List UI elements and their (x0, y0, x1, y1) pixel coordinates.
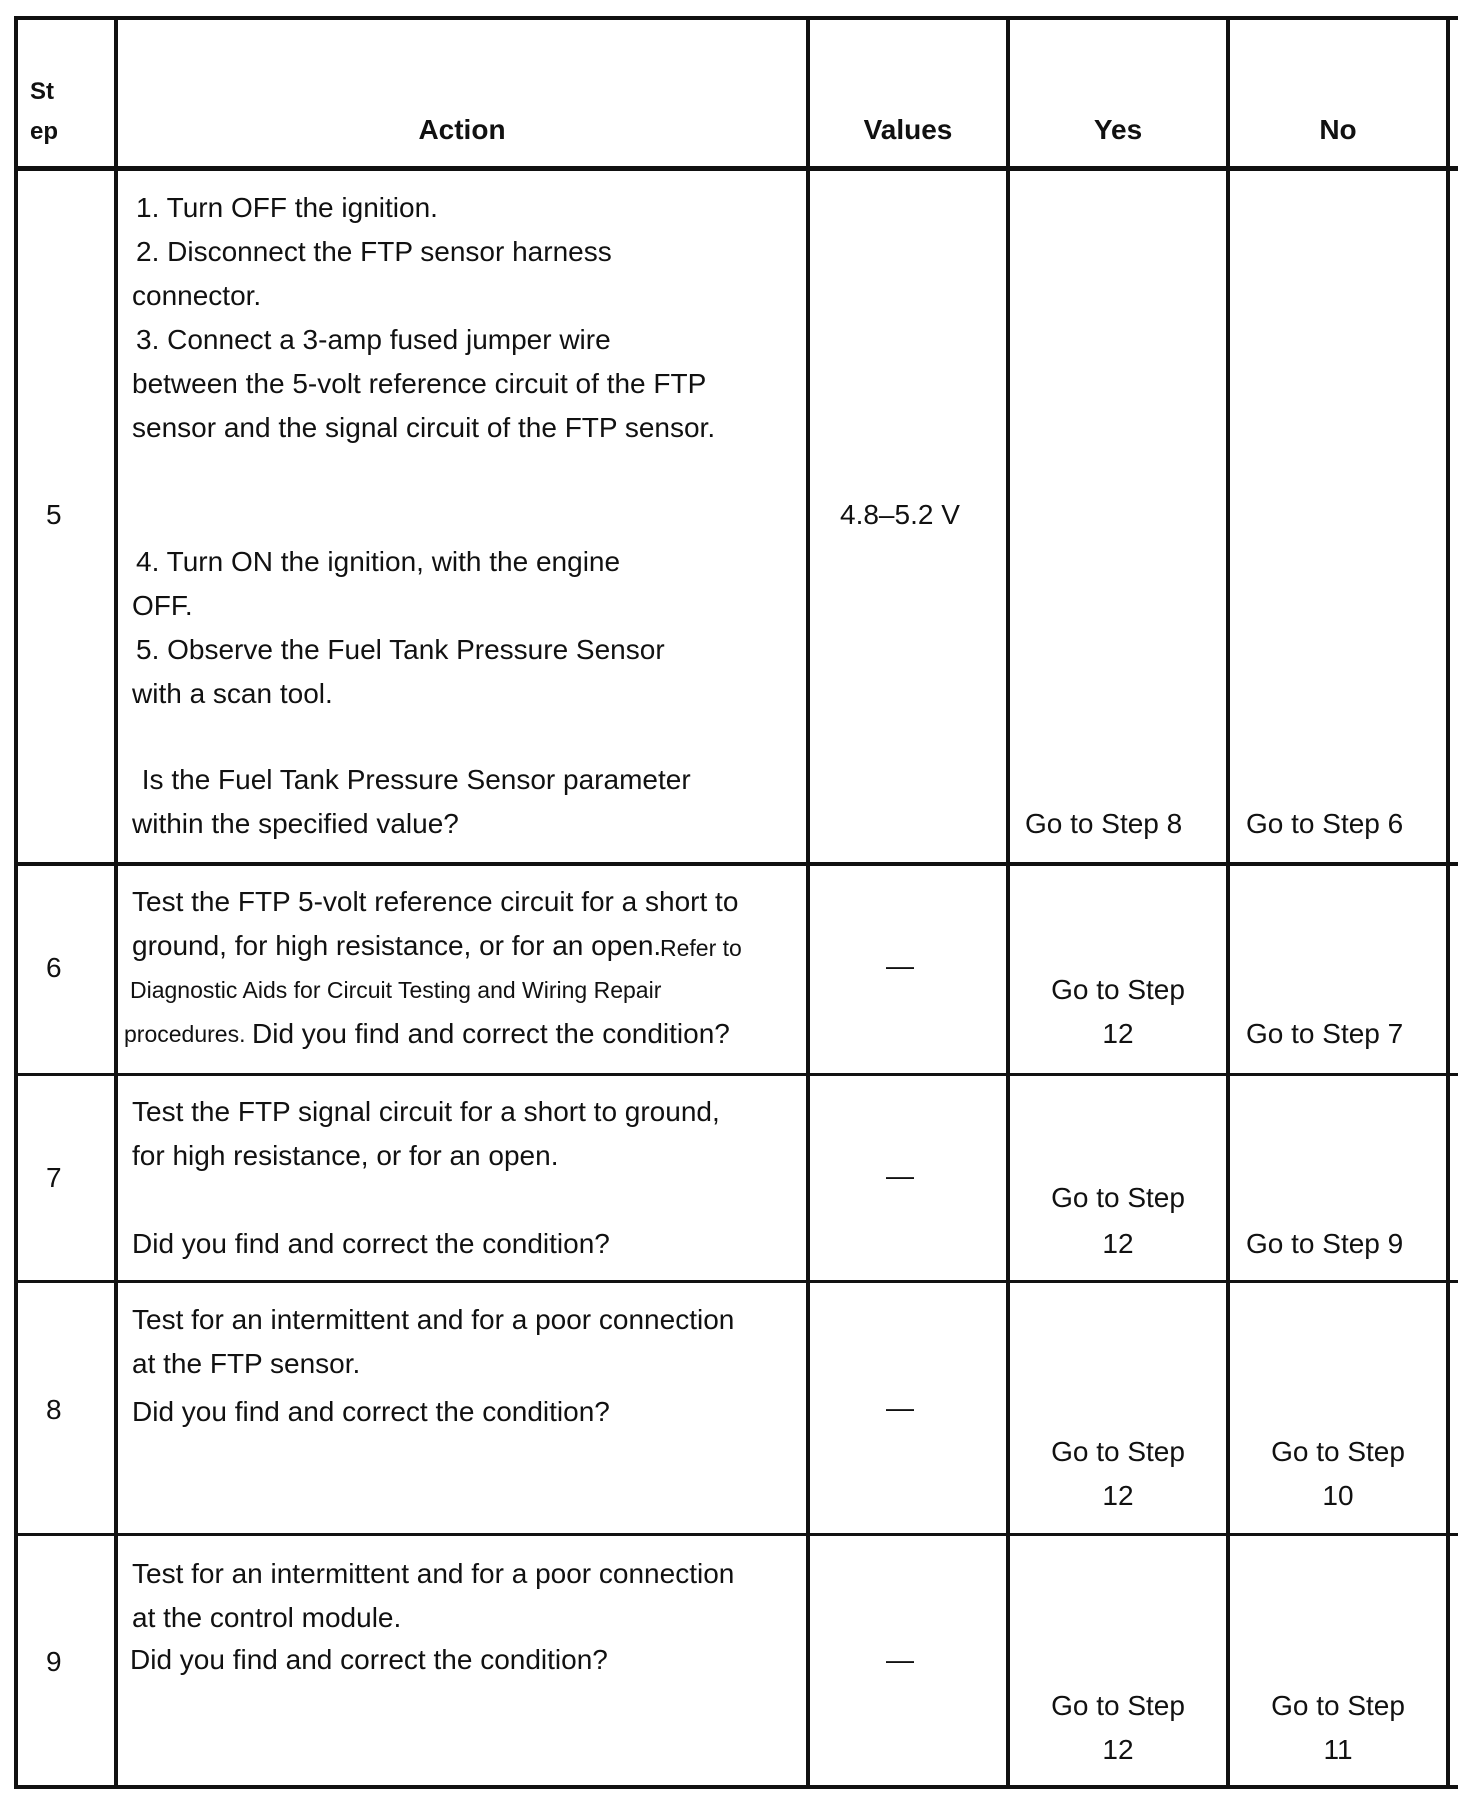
row6-action-line: ground, for high resistance, or for an open. (132, 930, 662, 961)
row7-action-line: Test the FTP signal circuit for a short to ground, (132, 1096, 720, 1127)
row-divider (14, 1073, 1458, 1076)
row7-yes-line: 12 (1102, 1228, 1134, 1259)
row5-action-line: 3. Connect a 3-amp fused jumper wire (136, 324, 611, 355)
row8-yes-line: Go to Step (1051, 1436, 1185, 1467)
row6-yes-line: Go to Step (1051, 974, 1185, 1005)
row5-action-line: Is the Fuel Tank Pressure Sensor parameter (134, 764, 691, 795)
row-divider (14, 862, 1458, 866)
row9-value: — (886, 1644, 914, 1675)
row7-yes-line: Go to Step (1051, 1182, 1185, 1213)
row7-step: 7 (46, 1162, 62, 1193)
row7-value: — (886, 1160, 914, 1191)
row6-value: — (886, 950, 914, 981)
row6-action-line: Did you find and correct the condition? (252, 1018, 730, 1049)
row5-action-line: connector. (132, 280, 262, 311)
row8-action-line: at the FTP sensor. (132, 1348, 361, 1379)
row8-action-line: Did you find and correct the condition? (132, 1396, 610, 1427)
row5-value: 4.8–5.2 V (840, 499, 960, 530)
row6-action-line: procedures. (124, 1021, 246, 1047)
row6-action-line: Diagnostic Aids for Circuit Testing and Wiring Repair (130, 977, 662, 1003)
row6-action-line: Refer to (660, 935, 742, 961)
column-divider (806, 16, 810, 1789)
row6-action-line: Test the FTP 5-volt reference circuit for a short to (132, 886, 739, 917)
table-border-top (14, 16, 1458, 20)
row5-action-line: 5. Observe the Fuel Tank Pressure Sensor (136, 634, 665, 665)
row6-no: Go to Step 7 (1246, 1018, 1404, 1049)
row5-action-line: with a scan tool. (132, 678, 333, 709)
row9-no-line: Go to Step (1271, 1690, 1405, 1721)
row5-step: 5 (46, 499, 62, 530)
header-step-line1: St (30, 78, 54, 105)
table-border-bottom (14, 1785, 1458, 1789)
row9-action-line: Did you find and correct the condition? (130, 1644, 608, 1675)
row7-action-line: for high resistance, or for an open. (132, 1140, 559, 1171)
row6-yes-line: 12 (1102, 1018, 1134, 1049)
row8-value: — (886, 1392, 914, 1423)
row9-no-line: 11 (1323, 1734, 1353, 1765)
column-divider (1006, 16, 1010, 1789)
table-border-left (14, 16, 18, 1789)
row7-no: Go to Step 9 (1246, 1228, 1404, 1259)
row5-action-line: OFF. (132, 590, 193, 621)
row8-action-line: Test for an intermittent and for a poor connection (132, 1304, 735, 1335)
row5-yes: Go to Step 8 (1025, 808, 1183, 839)
column-divider (1226, 16, 1230, 1789)
row8-yes-line: 12 (1102, 1480, 1134, 1511)
row5-action-line: within the specified value? (132, 808, 459, 839)
header-step-line2: ep (30, 118, 59, 145)
row8-no-line: Go to Step (1271, 1436, 1405, 1467)
row5-action-line: 1. Turn OFF the ignition. (136, 192, 438, 223)
row9-step: 9 (46, 1646, 62, 1677)
row-divider (14, 1533, 1458, 1536)
row8-step: 8 (46, 1394, 62, 1425)
row9-yes-line: Go to Step (1051, 1690, 1185, 1721)
row9-yes-line: 12 (1102, 1734, 1134, 1765)
header-divider (14, 166, 1458, 171)
row-divider (14, 1280, 1458, 1283)
row8-no-line: 10 (1322, 1480, 1354, 1511)
row7-action-line: Did you find and correct the condition? (132, 1228, 610, 1259)
header-no: No (1319, 114, 1357, 145)
header-values: Values (863, 114, 953, 145)
row5-action-line: 4. Turn ON the ignition, with the engine (136, 546, 621, 577)
row9-action-line: Test for an intermittent and for a poor connection (132, 1558, 735, 1589)
row5-action-line: sensor and the signal circuit of the FTP sensor. (132, 412, 716, 443)
row5-action-line: between the 5-volt reference circuit of the FTP (132, 368, 707, 399)
row5-action-line: 2. Disconnect the FTP sensor harness (136, 236, 612, 267)
header-action: Action (418, 114, 506, 145)
row9-action-line: at the control module. (132, 1602, 402, 1633)
row5-no: Go to Step 6 (1246, 808, 1404, 839)
column-divider (114, 16, 118, 1789)
table-border-right (1446, 16, 1450, 1789)
row6-step: 6 (46, 952, 62, 983)
header-yes: Yes (1093, 114, 1143, 145)
